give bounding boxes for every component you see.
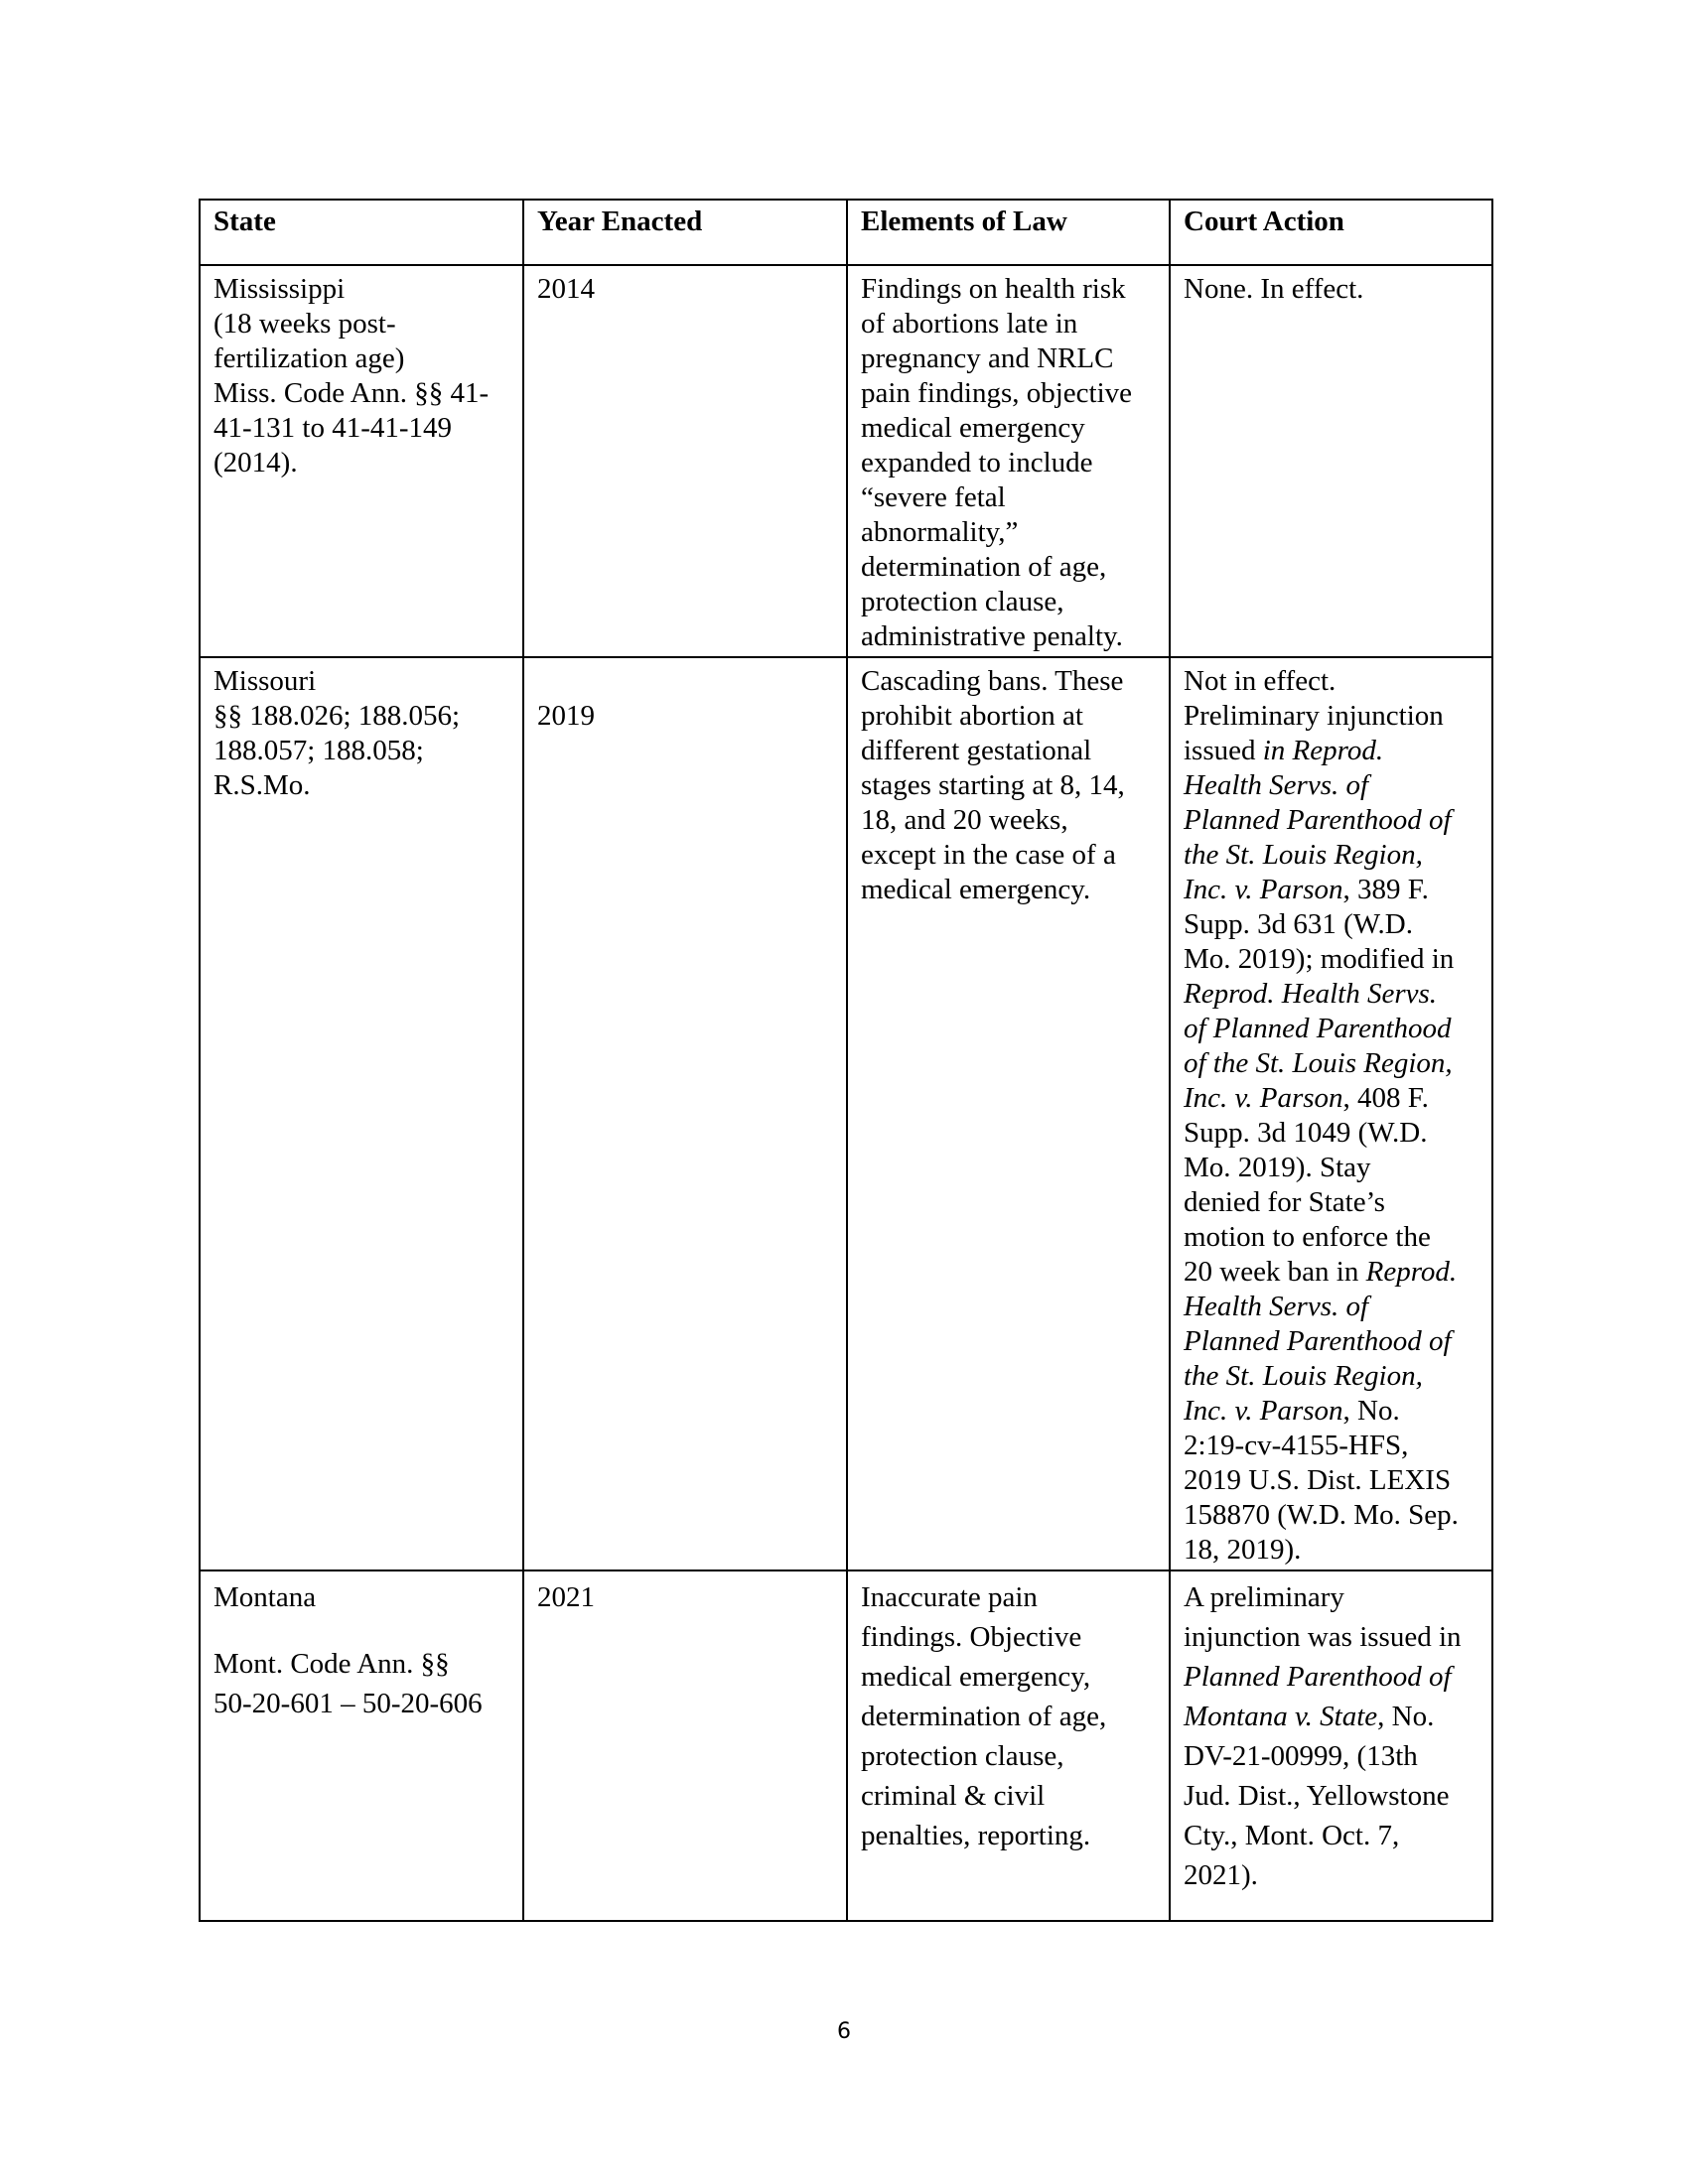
elements-line: determination of age, bbox=[861, 1701, 1107, 1732]
elements-cell bbox=[847, 265, 1170, 657]
court-action-line: issued in Reprod. bbox=[1184, 735, 1384, 766]
cell-spacer bbox=[537, 664, 833, 699]
case-citation: in Reprod. bbox=[1262, 735, 1384, 766]
year-cell bbox=[523, 657, 847, 1570]
elements-line: pain findings, objective bbox=[861, 377, 1133, 409]
elements-line: Findings on health risk bbox=[861, 273, 1126, 305]
elements-line: penalties, reporting. bbox=[861, 1820, 1091, 1851]
table-row bbox=[200, 1570, 1492, 1921]
state-line: 41-131 to 41-41-149 bbox=[213, 412, 453, 444]
elements-line: expanded to include bbox=[861, 447, 1093, 478]
state-line: 188.057; 188.058; bbox=[213, 735, 424, 766]
elements-cell bbox=[847, 1570, 1170, 1921]
court-action-cell bbox=[1170, 1570, 1492, 1921]
state-line: Mont. Code Ann. §§ bbox=[213, 1648, 450, 1680]
state-line: (2014). bbox=[213, 447, 298, 478]
case-citation: Health Servs. of bbox=[1184, 1291, 1369, 1322]
court-action-line: Not in effect. bbox=[1184, 665, 1336, 697]
case-citation: Reprod. Health Servs. bbox=[1184, 978, 1438, 1010]
case-citation: of Planned Parenthood bbox=[1184, 1013, 1452, 1044]
court-action-line: 158870 (W.D. Mo. Sep. bbox=[1184, 1499, 1459, 1531]
state-cell bbox=[200, 1570, 523, 1921]
case-citation: the St. Louis Region, bbox=[1184, 1360, 1423, 1392]
court-action-line: Mo. 2019); modified in bbox=[1184, 943, 1455, 975]
elements-line: medical emergency. bbox=[861, 874, 1091, 905]
case-citation: Health Servs. of bbox=[1184, 769, 1369, 801]
table-row bbox=[200, 657, 1492, 1570]
court-action-line: Montana v. State, No. bbox=[1184, 1701, 1435, 1732]
state-line: Miss. Code Ann. §§ 41- bbox=[213, 377, 490, 409]
elements-line: pregnancy and NRLC bbox=[861, 342, 1114, 374]
elements-line: protection clause, bbox=[861, 1740, 1064, 1772]
case-citation: Planned Parenthood of bbox=[1184, 1661, 1452, 1693]
elements-line: medical emergency, bbox=[861, 1661, 1091, 1693]
year-value: 2014 bbox=[537, 273, 595, 305]
court-action-line: 20 week ban in Reprod. bbox=[1184, 1256, 1458, 1288]
court-action-line: injunction was issued in bbox=[1184, 1621, 1462, 1653]
elements-cell bbox=[847, 657, 1170, 1570]
court-action-line: Inc. v. Parson, 408 F. bbox=[1184, 1082, 1429, 1114]
header-state: State bbox=[200, 200, 523, 265]
court-action-cell bbox=[1170, 657, 1492, 1570]
court-action-line: A preliminary bbox=[1184, 1581, 1344, 1613]
elements-line: “severe fetal bbox=[861, 481, 1006, 513]
elements-line: except in the case of a bbox=[861, 839, 1116, 871]
elements-line: of abortions late in bbox=[861, 308, 1078, 340]
elements-line: protection clause, bbox=[861, 586, 1064, 617]
court-action-line: denied for State’s bbox=[1184, 1186, 1385, 1218]
court-action-line: 2021). bbox=[1184, 1859, 1258, 1891]
case-citation: of the St. Louis Region, bbox=[1184, 1047, 1453, 1079]
elements-line: 18, and 20 weeks, bbox=[861, 804, 1068, 836]
elements-line: criminal & civil bbox=[861, 1780, 1046, 1812]
court-action-line: Supp. 3d 1049 (W.D. bbox=[1184, 1117, 1428, 1149]
elements-line: determination of age, bbox=[861, 551, 1107, 583]
court-action-line: motion to enforce the bbox=[1184, 1221, 1431, 1253]
page-number: 6 bbox=[837, 2019, 851, 2044]
elements-line: medical emergency bbox=[861, 412, 1085, 444]
court-action-line: Cty., Mont. Oct. 7, bbox=[1184, 1820, 1400, 1851]
year-cell bbox=[523, 265, 847, 657]
state-line: Montana bbox=[213, 1581, 317, 1613]
state-line: §§ 188.026; 188.056; bbox=[213, 700, 461, 732]
header-year-enacted: Year Enacted bbox=[523, 200, 847, 265]
table-row bbox=[200, 265, 1492, 657]
elements-line: Inaccurate pain bbox=[861, 1581, 1038, 1613]
elements-line: findings. Objective bbox=[861, 1621, 1082, 1653]
case-citation: Planned Parenthood of bbox=[1184, 804, 1452, 836]
court-action-line: 18, 2019). bbox=[1184, 1534, 1302, 1566]
elements-line: prohibit abortion at bbox=[861, 700, 1083, 732]
court-action-line: Inc. v. Parson, 389 F. bbox=[1184, 874, 1429, 905]
cell-spacer bbox=[213, 1617, 509, 1644]
elements-line: stages starting at 8, 14, bbox=[861, 769, 1125, 801]
table-header-row bbox=[200, 200, 1492, 265]
court-action-line: Inc. v. Parson, No. bbox=[1184, 1395, 1400, 1427]
court-action-line: 2:19-cv-4155-HFS, bbox=[1184, 1430, 1409, 1461]
court-action-text: None. In effect. bbox=[1184, 273, 1364, 305]
state-line: 50-20-601 – 50-20-606 bbox=[213, 1688, 483, 1719]
state-line: R.S.Mo. bbox=[213, 769, 311, 801]
court-action-line: Preliminary injunction bbox=[1184, 700, 1444, 732]
year-cell bbox=[523, 1570, 847, 1921]
header-court-action: Court Action bbox=[1170, 200, 1492, 265]
elements-line: Cascading bans. These bbox=[861, 665, 1124, 697]
state-line: Missouri bbox=[213, 665, 317, 697]
state-cell bbox=[200, 657, 523, 1570]
court-action-line: Mo. 2019). Stay bbox=[1184, 1152, 1371, 1183]
court-action-line: Supp. 3d 631 (W.D. bbox=[1184, 908, 1413, 940]
case-citation: Planned Parenthood of bbox=[1184, 1325, 1452, 1357]
elements-line: abnormality,” bbox=[861, 516, 1019, 548]
court-action-line: DV-21-00999, (13th bbox=[1184, 1740, 1418, 1772]
year-value: 2021 bbox=[537, 1581, 595, 1613]
court-action-line: 2019 U.S. Dist. LEXIS bbox=[1184, 1464, 1452, 1496]
court-action-cell bbox=[1170, 265, 1492, 657]
state-line: (18 weeks post- bbox=[213, 308, 396, 340]
state-line: fertilization age) bbox=[213, 342, 405, 374]
elements-line: administrative penalty. bbox=[861, 620, 1123, 652]
statute-table bbox=[199, 199, 1493, 1922]
year-value: 2019 bbox=[537, 700, 595, 732]
header-elements-of-law: Elements of Law bbox=[847, 200, 1170, 265]
case-citation: the St. Louis Region, bbox=[1184, 839, 1423, 871]
elements-line: different gestational bbox=[861, 735, 1092, 766]
state-line: Mississippi bbox=[213, 273, 346, 305]
court-action-line: Jud. Dist., Yellowstone bbox=[1184, 1780, 1450, 1812]
state-cell bbox=[200, 265, 523, 657]
case-citation: Reprod. bbox=[1365, 1256, 1458, 1288]
